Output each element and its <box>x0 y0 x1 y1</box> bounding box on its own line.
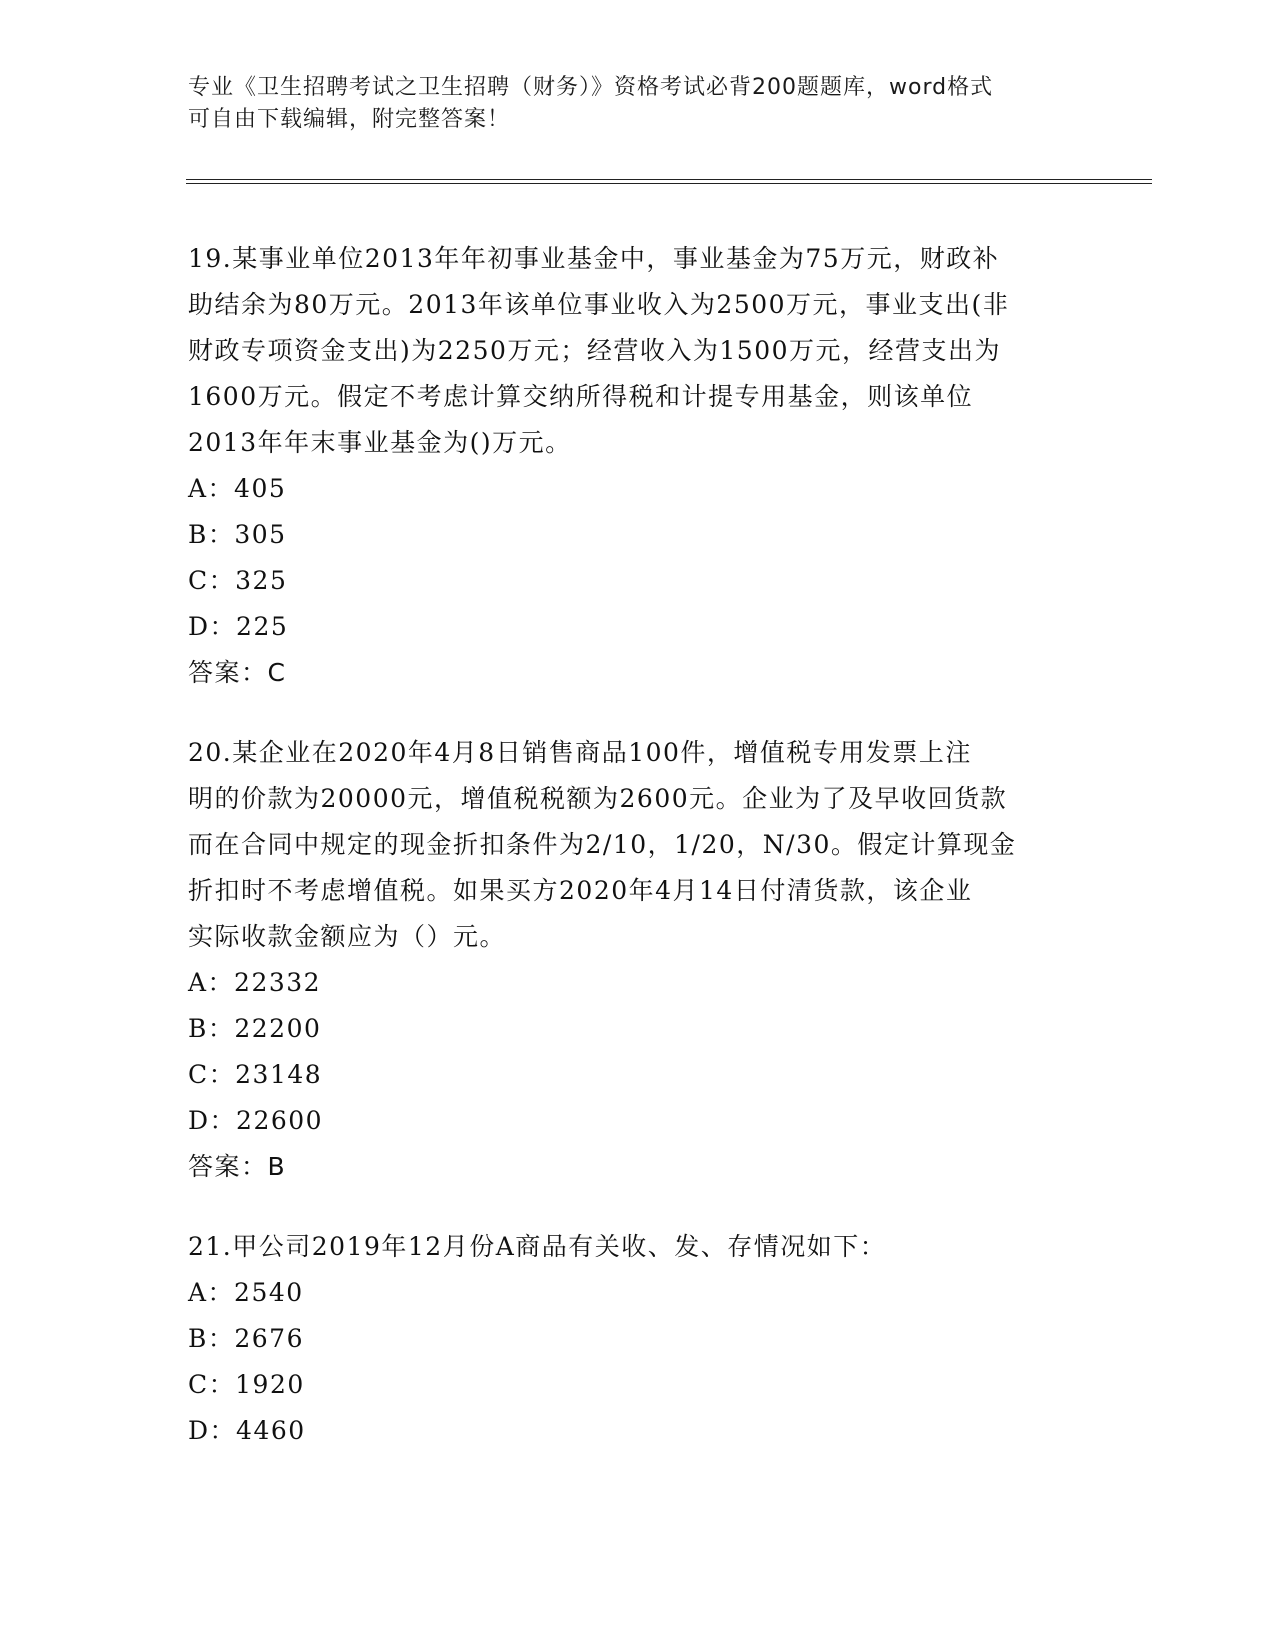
answer-key: 答案：B <box>188 1152 287 1181</box>
question-text-line: 财政专项资金支出)为2250万元；经营收入为1500万元，经营支出为 <box>188 336 1002 365</box>
question-text-line: 助结余为80万元。2013年该单位事业收入为2500万元，事业支出(非 <box>188 290 1010 319</box>
option-b: B：2676 <box>188 1324 304 1353</box>
question-21 <box>188 1224 1088 1454</box>
option-c: C：1920 <box>188 1370 305 1399</box>
question-text-line: 2013年年末事业基金为()万元。 <box>188 428 572 457</box>
header-line-1: 专业《卫生招聘考试之卫生招聘（财务）》资格考试必背200题题库，word格式 <box>188 75 994 100</box>
question-text-line: 21.甲公司2019年12月份A商品有关收、发、存情况如下： <box>188 1232 887 1261</box>
question-text-line: 19.某事业单位2013年年初事业基金中，事业基金为75万元，财政补 <box>188 244 1000 273</box>
option-c: C：325 <box>188 566 288 595</box>
question-19 <box>188 236 1088 696</box>
question-text-line: 实际收款金额应为（）元。 <box>188 922 507 951</box>
header-divider-bottom <box>186 183 1152 184</box>
question-text-line: 1600万元。假定不考虑计算交纳所得税和计提专用基金，则该单位 <box>188 382 974 411</box>
option-b: B：22200 <box>188 1014 322 1043</box>
question-20 <box>188 730 1088 1190</box>
option-a: A：2540 <box>188 1278 304 1307</box>
option-d: D：22600 <box>188 1106 324 1135</box>
option-d: D：225 <box>188 612 289 641</box>
question-list <box>188 236 1088 1488</box>
option-a: A：22332 <box>188 968 322 997</box>
header-line-2: 可自由下载编辑，附完整答案！ <box>188 107 511 132</box>
question-text-line: 明的价款为20000元，增值税税额为2600元。企业为了及早收回货款 <box>188 784 1008 813</box>
question-text-line: 而在合同中规定的现金折扣条件为2/10，1/20，N/30。假定计算现金 <box>188 830 1017 859</box>
option-c: C：23148 <box>188 1060 323 1089</box>
question-text-line: 折扣时不考虑增值税。如果买方2020年4月14日付清货款，该企业 <box>188 876 973 905</box>
header-divider-top <box>186 179 1152 180</box>
option-a: A：405 <box>188 474 287 503</box>
option-b: B：305 <box>188 520 287 549</box>
document-header <box>188 72 1068 136</box>
question-text-line: 20.某企业在2020年4月8日销售商品100件，增值税专用发票上注 <box>188 738 972 767</box>
option-d: D：4460 <box>188 1416 306 1445</box>
answer-key: 答案：C <box>188 658 287 687</box>
